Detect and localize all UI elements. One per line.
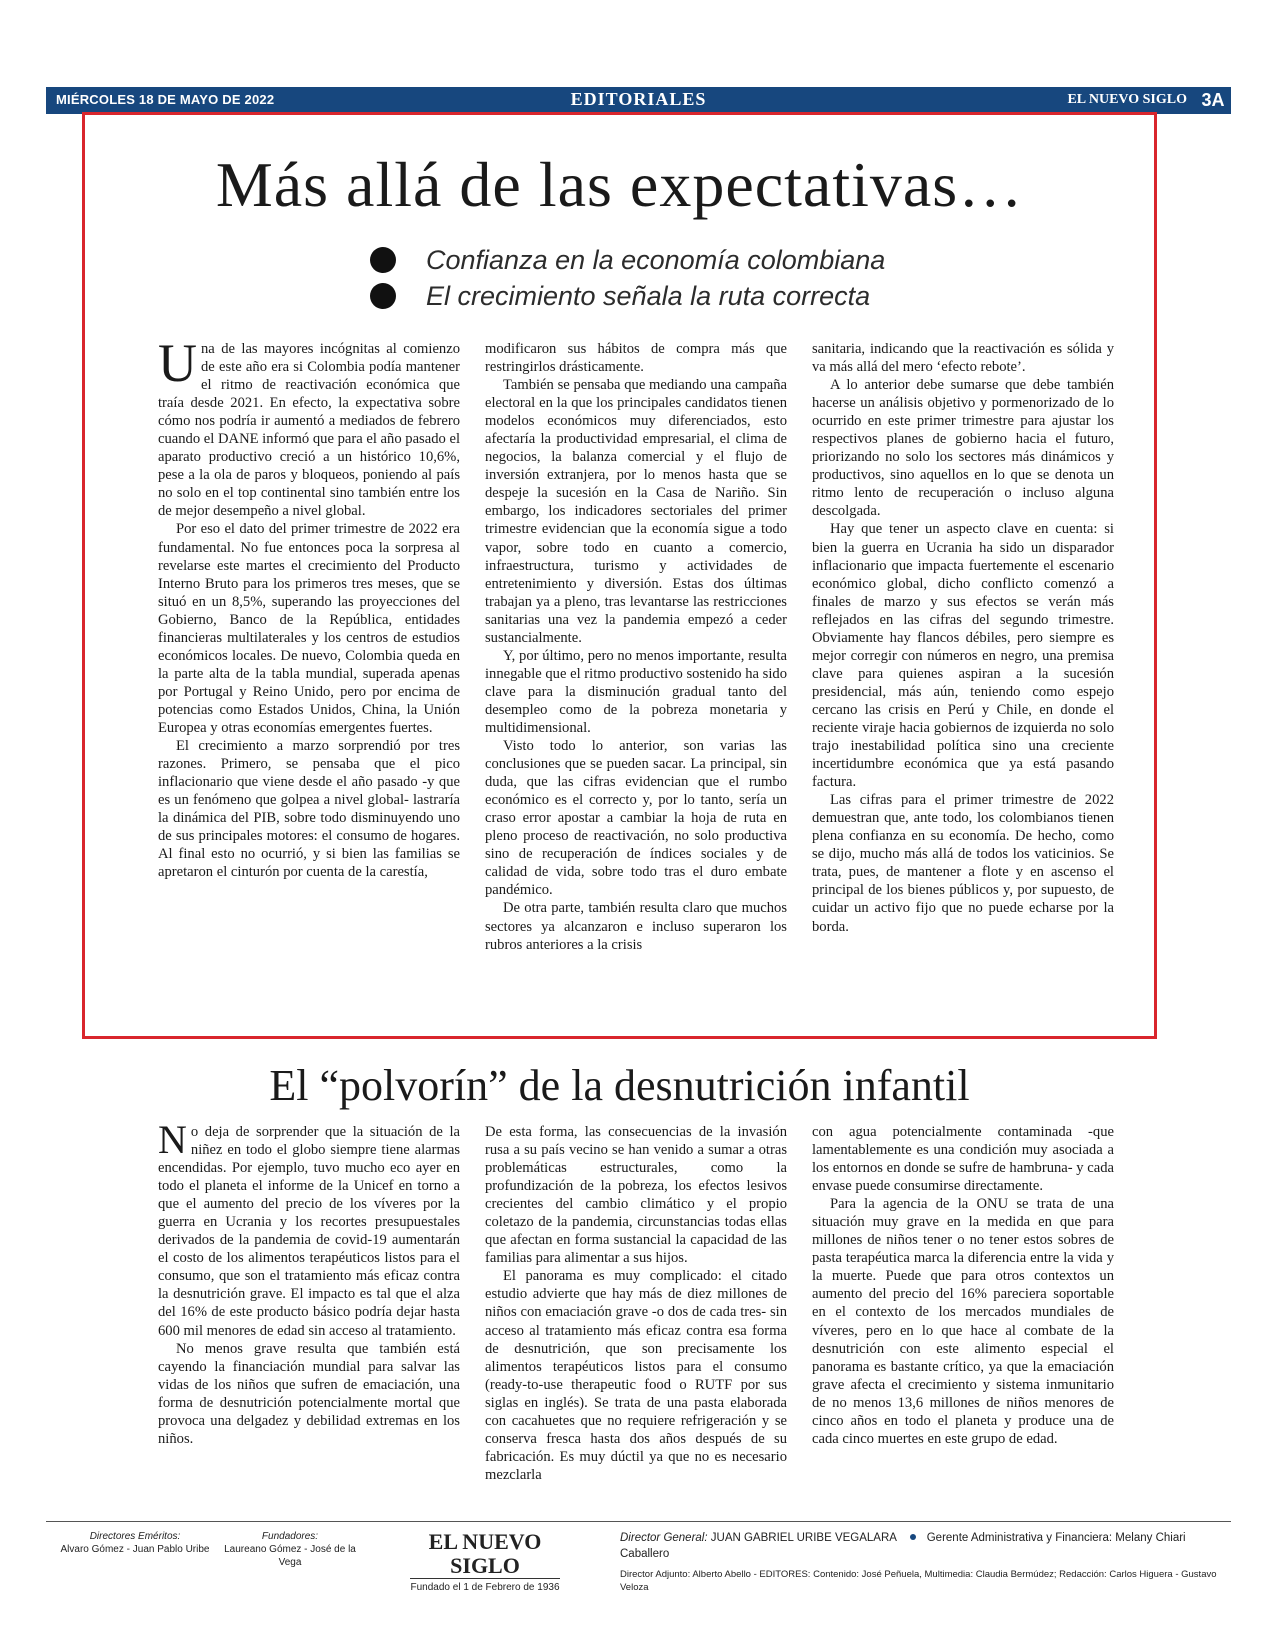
fundadores-names: Laureano Gómez - José de la Vega — [224, 1544, 356, 1568]
editorial1-bullets — [370, 242, 885, 314]
paragraph: De otra parte, también resulta claro que muchos sectores ya alcanzaron e incluso superaron los rubros anteriores a la crisis — [485, 900, 787, 953]
footer-divider — [46, 1521, 1231, 1522]
editorial2-column-2 — [485, 1123, 787, 1483]
paragraph: sanitaria, indicando que la reactivación es sólida y va más allá del mero ‘efecto rebote’. — [812, 341, 1114, 376]
paragraph: El panorama es muy complicado: el citado estudio advierte que hay más de diez millones de niños con emaciación grave -o dos de cada tres- sin acceso al tratamiento más eficaz contra esa forma de desnutrición, que son precisamente los alimentos terapéuticos listos para el consumo (ready-to-use therapeutic food o RUTF por sus siglas en inglés). Se trata de una pasta elaborada con cacahuetes que no requiere refrigeración y se conserva fresca hasta dos años después de su fabricación. Es muy dúctil ya que no es necesario mezclarla — [485, 1268, 787, 1483]
page-number: 3A — [1201, 90, 1225, 110]
footer-logo-block — [410, 1530, 560, 1594]
paragraph: Las cifras para el primer trimestre de 2022 demuestran que, ante todo, los colombianos tienen plena confianza en su economía. De hecho, como se dijo, mucho más allá de todos los vaticinios. Se trata, pues, de mantener a flote y en ascenso el principal de los bienes públicos y, por supuesto, de cuidar un activo fijo que no puede echarse por la borda. — [812, 792, 1114, 935]
drop-cap: U — [158, 340, 197, 393]
director-general-name: JUAN GABRIEL URIBE VEGALARA — [710, 1532, 897, 1544]
editorial2-body — [158, 1123, 1115, 1483]
bullet-dot-icon — [370, 283, 396, 309]
paragraph: Hay que tener un aspecto clave en cuenta: si bien la guerra en Ucrania ha sido un disparador inflacionario que impacta fuertemente el escenario económico global, dicho conflicto comenzó a finales de marzo y sus efectos se verán más reflejados en las cifras del segundo trimestre. Obviamente hay flancos débiles, pero siempre es mejor corregir con números en negro, una premisa clave para quienes aspiran a la sucesión presidencial, más aún, teniendo como espejo cercano las crisis en Perú y Chile, en donde el reciente viraje hacia gobiernos de izquierda no solo trajo inestabilidad política sino una creciente incertidumbre económica que ya está pasando factura. — [812, 521, 1114, 791]
staff-line-1 — [620, 1530, 1230, 1562]
separator-dot-icon — [910, 1534, 916, 1540]
bullet-row — [370, 242, 885, 278]
fundadores-label: Fundadores: — [261, 1531, 319, 1542]
page-header-bar — [46, 87, 1231, 114]
editorial1-column-2 — [485, 340, 787, 1012]
editorial1-body — [158, 340, 1115, 1012]
paragraph: Por eso el dato del primer trimestre de 2022 era fundamental. No fue entonces poca la sorpresa al revelarse este martes el crecimiento del Producto Interno Bruto para los primeros tres meses, que se situó en un 8,5%, superando las proyecciones del Gobierno, Banco de la República, entidades financieras multilaterales y los centros de estudios económicos locales. De nuevo, Colombia queda en la parte alta de la tabla mundial, superada apenas por Portugal y Reino Unido, pero por encima de potencias como Estados Unidos, China, la Unión Europea y otras economías emergentes fuertes. — [158, 521, 460, 736]
footer-staff — [620, 1530, 1230, 1594]
editorial2-column-3 — [812, 1123, 1114, 1483]
directores-names: Alvaro Gómez - Juan Pablo Uribe — [60, 1544, 210, 1555]
paragraph: También se pensaba que mediando una campaña electoral en la que los principales candidatos tienen modelos económicos muy diferenciados, esto afectaría la productividad empresarial, el clima de negocios, la balanza comercial y el flujo de inversión extranjera, por lo menos hasta que se despeje la sucesión en la Casa de Nariño. Sin embargo, los indicadores sectoriales del primer trimestre evidencian que la economía sigue a todo vapor, sobre todo en cuanto a comercio, infraestructura, turismo y actividades de entretenimiento y diversión. Estas dos últimas trabajan ya a pleno, tras levantarse las restricciones sanitarias una vez la pandemia empezó a ceder sustancialmente. — [485, 377, 787, 646]
bullet-text: El crecimiento señala la ruta correcta — [426, 280, 871, 311]
editorial2-headline: El “polvorín” de la desnutrición infantil — [269, 1061, 970, 1110]
founded-date: Fundado el 1 de Febrero de 1936 — [410, 1582, 560, 1593]
directores-label: Directores Eméritos: — [89, 1531, 181, 1542]
editorial2-column-1 — [158, 1123, 460, 1483]
footer-directores — [60, 1530, 210, 1556]
gerente-name: Melany Chiari Caballero — [620, 1532, 1186, 1560]
paragraph: Una de las mayores incógnitas al comienzo de este año era si Colombia podía mantener el ritmo de reactivación económica que traía desde 2021. En efecto, la expectativa sobre cómo nos podría ir aumentó a mediados de febrero cuando el DANE informó que para el año pasado el aparato productivo creció a un histórico 10,6%, pese a la ola de paros y bloqueos, poniendo al país no solo en el top continental sino también entre los de mejor desempeño a nivel global. — [158, 340, 460, 520]
paragraph: con agua potencialmente contaminada -que lamentablemente es una condición muy asociada a los entornos en donde se sufre de hambruna- y cada envase puede consumirse directamente. — [812, 1124, 1114, 1195]
footer-fundadores — [215, 1530, 365, 1569]
paragraph: No menos grave resulta que también está cayendo la financiación mundial para salvar las vidas de los niños que sufren de emaciación, una forma de desnutrición potencialmente mortal que provoca una delgadez y debilidad extremas en los niños. — [158, 1340, 460, 1447]
paragraph: No deja de sorprender que la situación de la niñez en todo el globo siempre tiene alarmas encendidas. Por ejemplo, tuvo mucho eco ayer en todo el planeta el informe de la Unicef en torno a que el aumento del precio de los víveres por la guerra en Ucrania y los recortes presupuestales derivados de la pandemia de covid-19 aumentarán el costo de los alimentos terapéuticos listos para el consumo, que son el tratamiento más eficaz contra la desnutrición grave. El impacto es tal que el alza del 16% de este producto básico podría dejar hasta 600 mil menores de edad sin acceso al tratamiento. — [158, 1123, 460, 1339]
bullet-row — [370, 278, 885, 314]
director-general-label: Director General: — [620, 1532, 708, 1544]
gerente-label: Gerente Administrativa y Financiera: — [926, 1532, 1113, 1544]
bullet-dot-icon — [370, 247, 396, 273]
paragraph: Y, por último, pero no menos importante, resulta innegable que el ritmo productivo sostenido ha sido clave para la disminución gradual tanto del desempleo como de la pobreza monetaria y multidimensional. — [485, 647, 787, 736]
paragraph: Visto todo lo anterior, son varias las conclusiones que se pueden sacar. La principal, sin duda, que las cifras evidencian que el rumbo económico es el correcto y, por lo tanto, sería un craso error apostar a cambiar la hoja de ruta en pleno proceso de reactivación, no solo productiva sino de recuperación de índices sociales y de calidad de vida, sobre todo tras el duro embate pandémico. — [485, 738, 787, 899]
paragraph: El crecimiento a marzo sorprendió por tres razones. Primero, se pensaba que el pico inflacionario que viene desde el año pasado -y que es un fenómeno que golpea a nivel global- lastraría la dinámica del PIB, sobre todo disminuyendo uno de sus principales motores: el consumo de hogares. Al final esto no ocurrió, y si bien las familias se apretaron el cinturón por cuenta de la carestía, — [158, 738, 460, 881]
paragraph: modificaron sus hábitos de compra más que restringirlos drásticamente. — [485, 341, 787, 376]
editorial1-column-3 — [812, 340, 1114, 1012]
section-title: EDITORIALES — [570, 89, 707, 109]
paragraph: A lo anterior debe sumarse que debe también hacerse un análisis objetivo y pormenorizado de lo ocurrido en este primer trimestre para ajustar los respectivos planes de gobierno hacia el futuro, priorizando no solo los sectores más dinámicos y productivos, sino aquellos en lo que se denota un ritmo lento de recuperación o incluso alguna descolgada. — [812, 377, 1114, 520]
issue-date: MIÉRCOLES 18 DE MAYO DE 2022 — [56, 92, 275, 107]
editorial1-headline: Más allá de las expectativas… — [215, 149, 1024, 220]
editorial1-column-1 — [158, 340, 460, 1012]
newspaper-brand: EL NUEVO SIGLO — [1067, 92, 1187, 107]
paragraph: De esta forma, las consecuencias de la invasión rusa a su país vecino se han venido a sumar a otras problemáticas estructurales, como la profundización de la pobreza, los efectos lesivos crecientes del cambio climático y el propio coletazo de la pandemia, circunstancias todas ellas que afectan en forma sustancial la capacidad de las familias para alimentar a sus hijos. — [485, 1124, 787, 1267]
staff-line-2: Director Adjunto: Alberto Abello - EDITORES: Contenido: José Peñuela, Multimedia: Claudia Bermúdez; Redacción: Carlos Higuera - Gustavo Veloza — [620, 1569, 1217, 1593]
newspaper-logo: EL NUEVO SIGLO — [410, 1530, 560, 1579]
bullet-text: Confianza en la economía colombiana — [426, 244, 886, 275]
paragraph: Para la agencia de la ONU se trata de una situación muy grave en la medida en que para millones de niños tener o no tener estos sobres de pasta terapéutica marca la diferencia entre la vida y la muerte. Puede que para otros contextos un aumento del precio del 16% pareciera soportable en el contexto de los mercados mundiales de víveres, pero en lo que hace al combate de la desnutrición con este alimento especial el panorama es bastante crítico, ya que la emaciación grave afecta el crecimiento y sistema inmunitario de no menos 13,6 millones de niños menores de cinco años en todo el planeta y produce una de cada cinco muertes en este grupo de edad. — [812, 1196, 1114, 1447]
drop-cap: N — [158, 1123, 187, 1162]
